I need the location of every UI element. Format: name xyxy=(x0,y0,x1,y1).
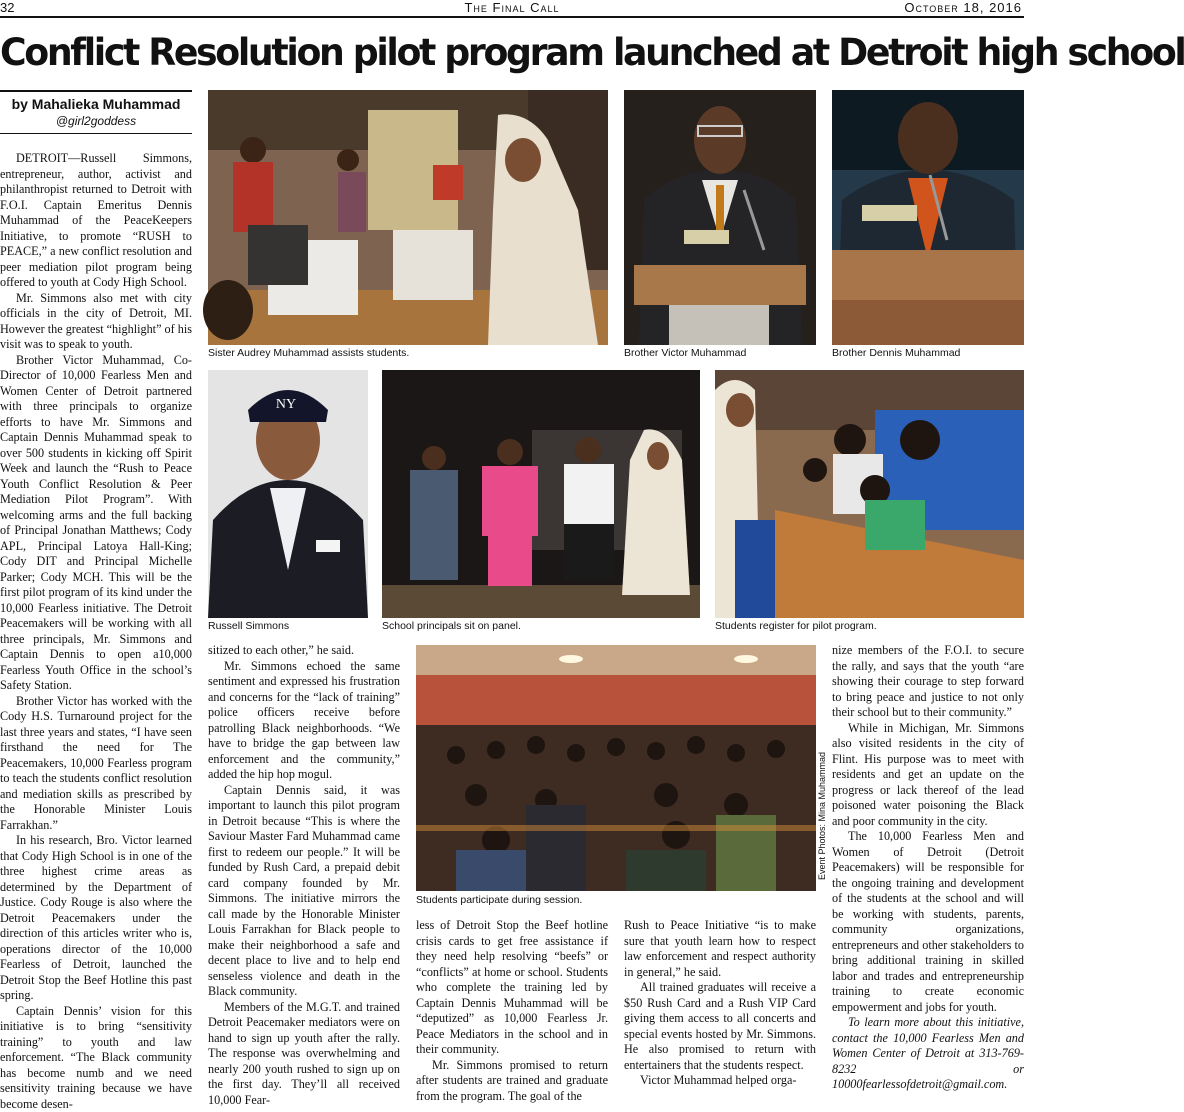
byline-handle: @girl2goddess xyxy=(0,114,192,128)
article-column-2 xyxy=(208,643,400,1108)
photo-principals-panel xyxy=(382,370,700,618)
photo-russell-simmons xyxy=(208,370,368,618)
photo-students-register xyxy=(715,370,1024,618)
paragraph: Captain Dennis’ vision for this initiative is to bring “sensitivity training” to youth and law enforcement. “The Black community has become numb and we need sensitivity training because we have become desen- xyxy=(0,1004,192,1112)
photo-dennis-muhammad xyxy=(832,90,1024,345)
caption-photo-6: Students register for pilot program. xyxy=(715,620,877,632)
paragraph: Captain Dennis said, it was important to launch this pilot program in Detroit because “This is where the Saviour Master Fard Muhammad came first to redeem our people.” It will be funded by Rush Card, a prepaid debit card company founded by Mr. Simmons. The initiative mirrors the call made by the Honorable Minister Louis Farrakhan for Black people to make their neighborhood a safe and decent place to live and to help end senseless violence and death in the Black community. xyxy=(208,783,400,1000)
paragraph: Brother Victor has worked with the Cody H.S. Turnaround project for the last three years and states, “I have seen firsthand the need for The Peacemakers, 10,000 Fearless program to teach the students conflict resolution and mediation skills as prescribed by the Honorable Minister Louis Farrakhan.” xyxy=(0,694,192,834)
paragraph: Victor Muhammad helped orga- xyxy=(624,1073,816,1089)
svg-text:NY: NY xyxy=(276,397,296,412)
caption-photo-1: Sister Audrey Muhammad assists students. xyxy=(208,347,409,359)
headline: Conflict Resolution pilot program launched at Detroit high school xyxy=(0,30,1004,76)
paragraph: Members of the M.G.T. and trained Detroit Peacemaker mediators were on hand to sign up youth after the rally. The response was overwhelming and nearly 200 youth rushed to sign up on the first day. They’ll all received 10,000 Fear- xyxy=(208,1000,400,1109)
byline-rule-top xyxy=(0,90,192,92)
photo-credit: Event Photos: Mina Muhammad xyxy=(817,752,827,880)
byline-rule-bottom xyxy=(0,133,192,134)
header-rule xyxy=(0,16,1024,18)
paragraph: Mr. Simmons also met with city officials in the city of Detroit, MI. However the greatest “highlight” of his visit was to speak to youth. xyxy=(0,291,192,353)
paragraph: Brother Victor Muhammad, Co-Director of 10,000 Fearless Men and Women Center of Detroit partnered with three principals to organize efforts to have Mr. Simmons and Captain Dennis Muhammad speak to over 500 students in kicking off Spirit Week and launch the “Rush to Peace Youth Conflict Resolution & Peer Mediation Pilot Program”. With welcoming arms and the full backing of Principal Jonathan Matthews; Cody APL, Principal Latoya Hall-King; Cody DIT and Principal Michelle Parker; Cody MCH. This will be the first pilot program of its kind under the 10,000 Fearless initiative. The Detroit Peacemakers will be working with all three principals, Mr. Simmons and Captain Dennis to open a10,000 Fearless Youth Office in the school’s Safety Station. xyxy=(0,353,192,694)
paragraph: Mr. Simmons echoed the same sentiment and expressed his frustration and concerns for the “lack of training” police officers receive before patrolling Black neighborhoods. “We have to bridge the gap between law enforcement and the community,” added the hip hop mogul. xyxy=(208,659,400,783)
page-number: 32 xyxy=(0,0,14,15)
contact-info: To learn more about this initiative, contact the 10,000 Fearless Men and Women Center of Detroit at 313-769-8232 or 10000fearlessofdetroit@gmail.com. xyxy=(832,1015,1024,1093)
caption-photo-7: Students participate during session. xyxy=(416,894,582,906)
paragraph: All trained graduates will receive a $50 Rush Card and a Rush VIP Card giving them access to all concerts and special events hosted by Mr. Simmons. He also promised to return with entertainers that the students respect. xyxy=(624,980,816,1073)
article-column-1 xyxy=(0,151,192,1112)
byline: by Mahalieka Muhammad xyxy=(0,96,192,112)
photo-registration-table xyxy=(208,90,608,345)
article-column-5 xyxy=(832,643,1024,1093)
issue-date: October 18, 2016 xyxy=(904,0,1022,15)
paragraph: Mr. Simmons promised to return after students are trained and graduate from the program. The goal of the xyxy=(416,1058,608,1105)
photo-victor-muhammad xyxy=(624,90,816,345)
caption-photo-2: Brother Victor Muhammad xyxy=(624,347,746,359)
paragraph: sitized to each other,” he said. xyxy=(208,643,400,659)
caption-photo-4: Russell Simmons xyxy=(208,620,289,632)
paragraph: nize members of the F.O.I. to secure the rally, and says that the youth “are showing their courage to step forward to bring peace and justice to not only their school but to their community.” xyxy=(832,643,1024,721)
paragraph: While in Michigan, Mr. Simmons also visited residents in the city of Flint. His purpose was to meet with residents and get an update on the progress or lack thereof of the lead poisoned water poisoning the Black and poor community in the city. xyxy=(832,721,1024,830)
article-column-3 xyxy=(416,918,608,1104)
publication-name: The Final Call xyxy=(0,0,1024,15)
caption-photo-3: Brother Dennis Muhammad xyxy=(832,347,960,359)
photo-students-session xyxy=(416,645,816,891)
paragraph: The 10,000 Fearless Men and Women of Detroit (Detroit Peacemakers) will be responsible for the ongoing training and development of the students at the school and will be working with students, parents, community organizations, entrepreneurs and other stakeholders to bring additional training in skilled labor and trades and entrepreneurship training to create economic empowerment and jobs for youth. xyxy=(832,829,1024,1015)
paragraph: In his research, Bro. Victor learned that Cody High School is in one of the three highest crime areas as determined by the Department of Justice. Cody Rouge is also where the Detroit Peacemakers under the direction of this articles writer who is, operations director of the 10,000 Fearless of Detroit, launched the Detroit Stop the Beef Hotline this past spring. xyxy=(0,833,192,1004)
article-column-4 xyxy=(624,918,816,1089)
page-header xyxy=(0,0,1024,16)
paragraph: DETROIT—Russell Simmons, entrepreneur, author, activist and philanthropist returned to Detroit with F.O.I. Captain Emeritus Dennis Muhammad of the PeaceKeepers Initiative, to promote “RUSH to PEACE,” a new conflict resolution and peer mediation pilot program being offered to youth at Cody High School. xyxy=(0,151,192,291)
paragraph: less of Detroit Stop the Beef hotline crisis cards to get free assistance if they need help resolving “beefs” or “conflicts” at home or school. Students who complete the training led by Captain Dennis Muhammad will be “deputized” as 10,000 Fearless Jr. Peace Mediators in the school and in their community. xyxy=(416,918,608,1058)
paragraph: Rush to Peace Initiative “is to make sure that youth learn how to respect law enforcement and respect authority in general,” he said. xyxy=(624,918,816,980)
caption-photo-5: School principals sit on panel. xyxy=(382,620,521,632)
